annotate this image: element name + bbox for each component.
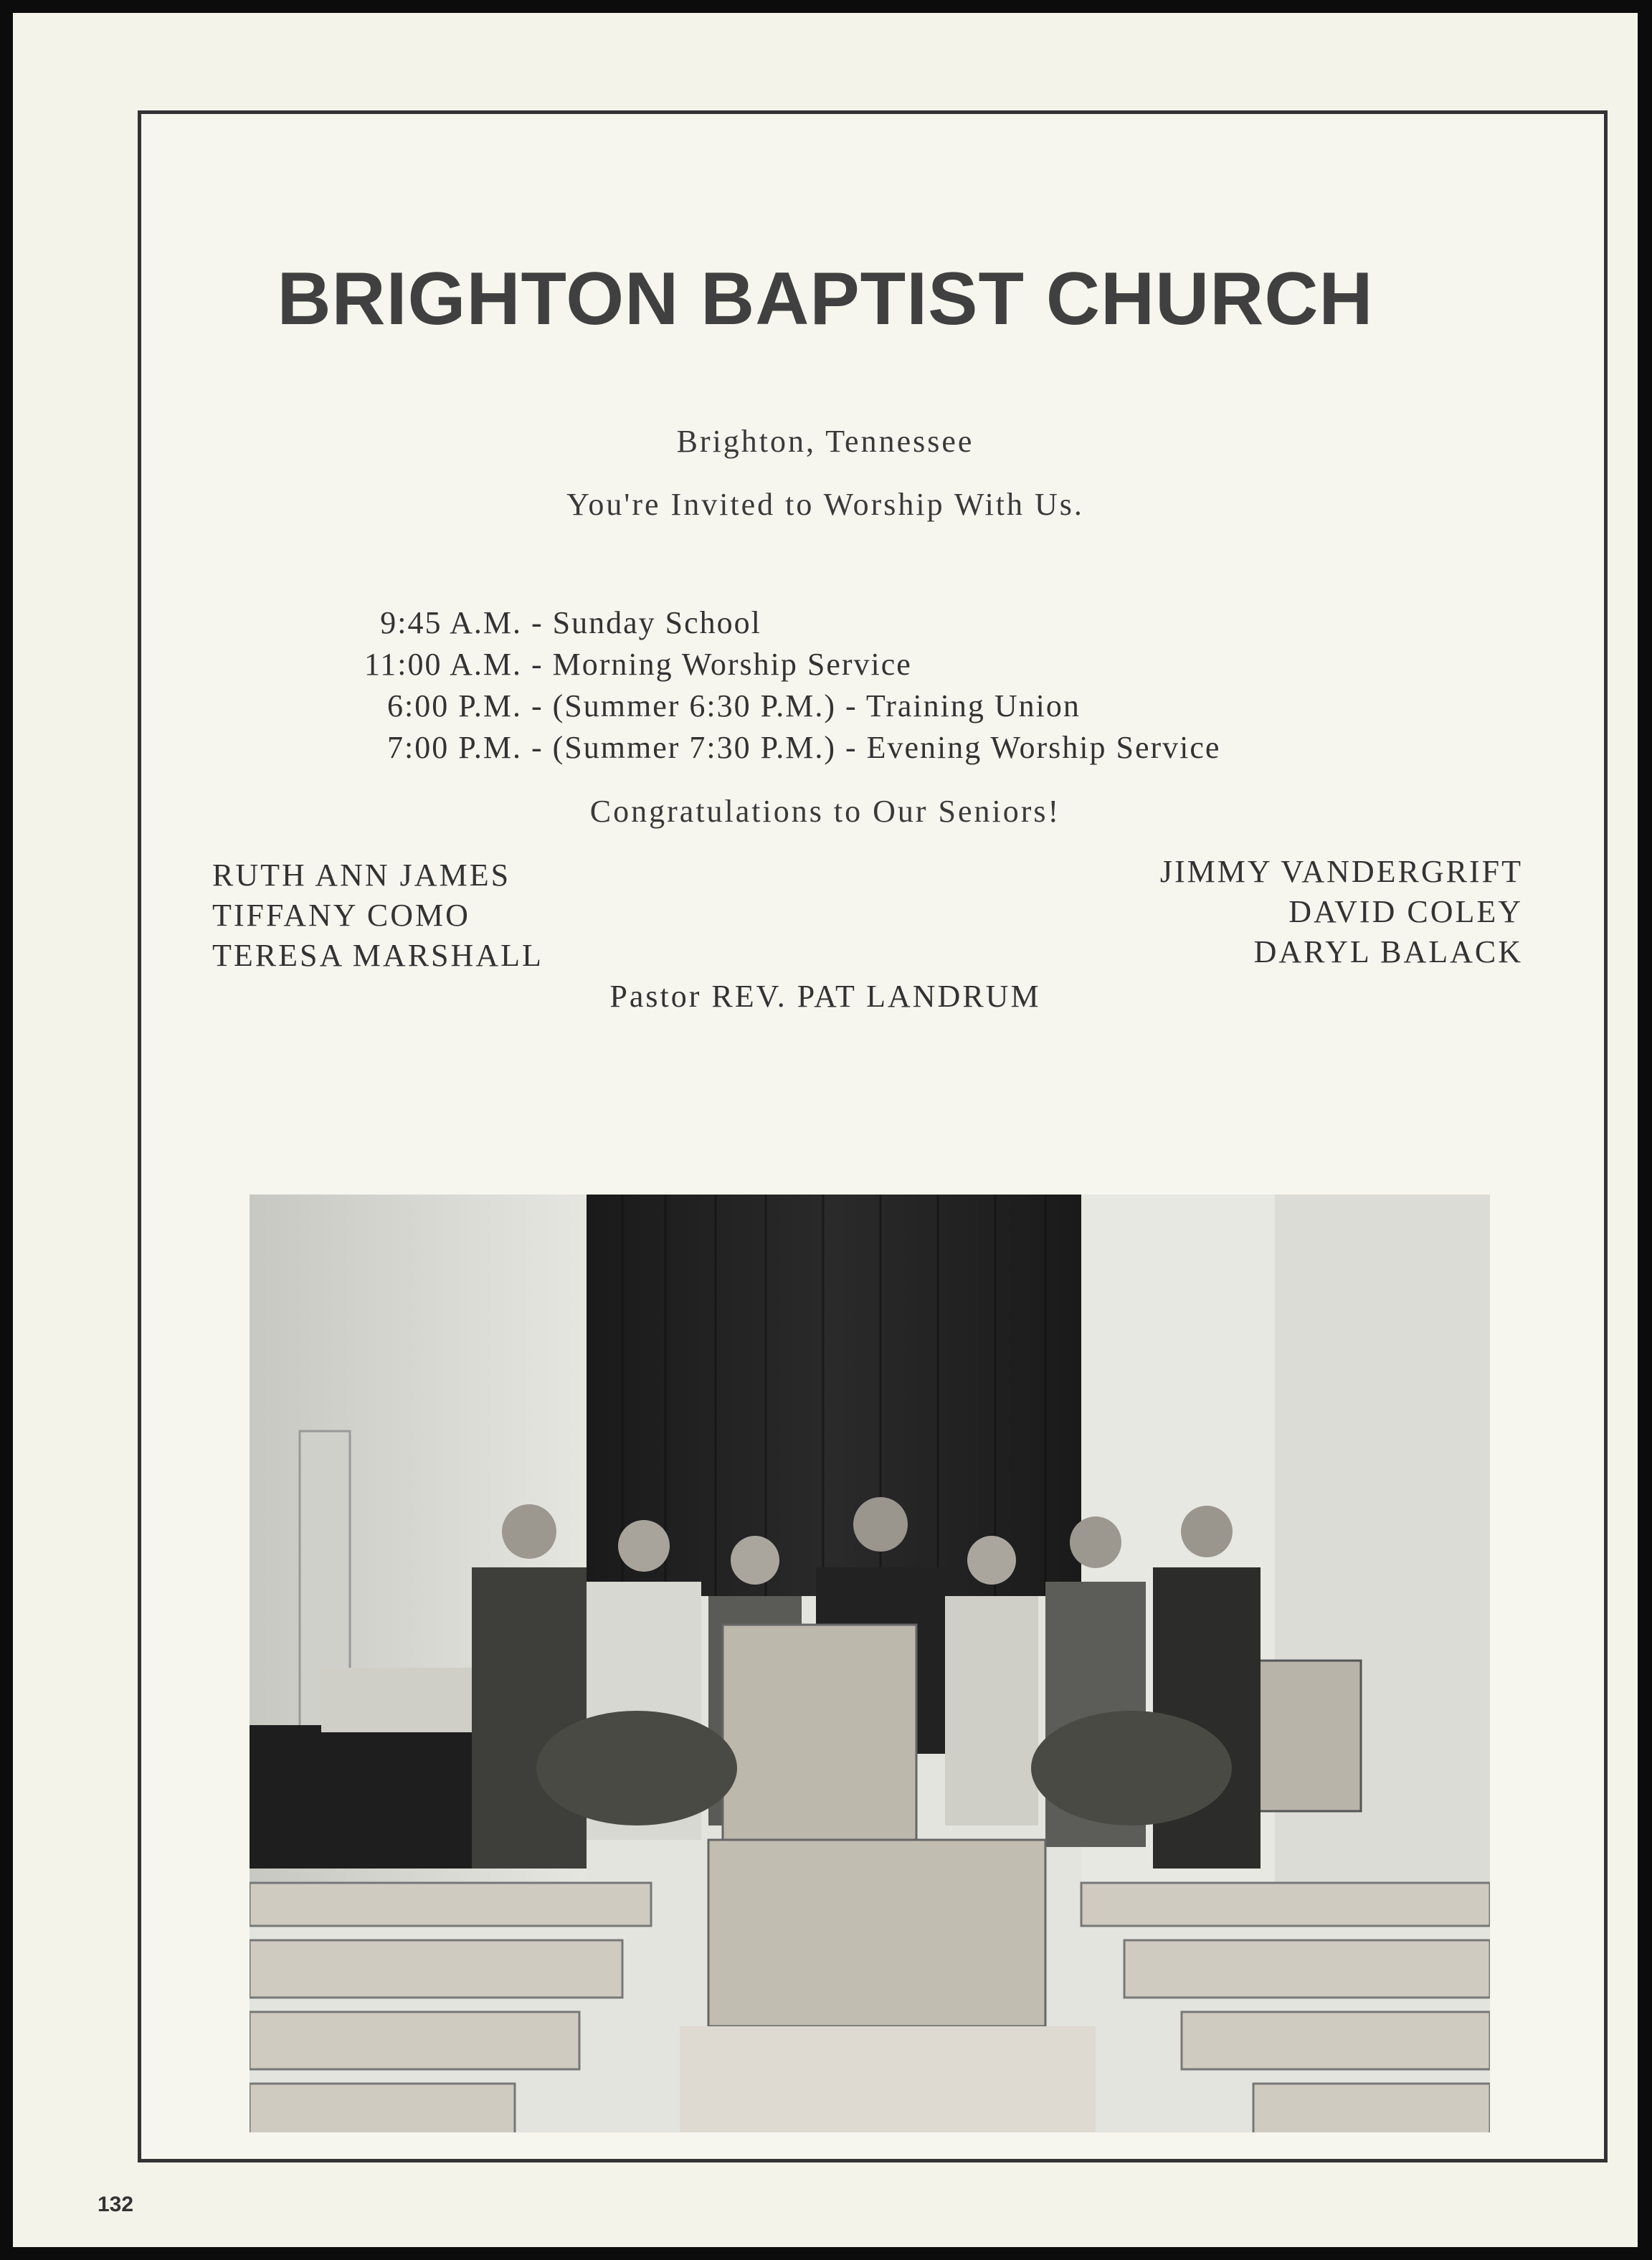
church-location: Brighton, Tennessee — [676, 424, 974, 459]
pastor-name: Pastor REV. PAT LANDRUM — [609, 979, 1041, 1014]
schedule-row — [285, 727, 1220, 769]
senior-name: DAVID COLEY — [1288, 894, 1523, 929]
schedule-desc: - Morning Worship Service — [522, 647, 912, 682]
page-number: 132 — [98, 2193, 134, 2216]
schedule-desc: - (Summer 7:30 P.M.) - Evening Worship Service — [522, 730, 1221, 765]
seniors-left-column — [212, 855, 543, 976]
schedule-desc: - Sunday School — [522, 605, 761, 640]
congratulations-line: Congratulations to Our Seniors! — [589, 794, 1061, 829]
schedule-time: 11:00 A.M. — [364, 647, 522, 682]
senior-name: DARYL BALACK — [1253, 934, 1523, 969]
schedule-desc: - (Summer 6:30 P.M.) - Training Union — [522, 688, 1081, 723]
senior-name: JIMMY VANDERGRIFT — [1159, 854, 1523, 889]
photo-illustration — [250, 1195, 1490, 2132]
church-title: BRIGHTON BAPTIST CHURCH — [277, 257, 1374, 341]
schedule-row — [285, 685, 1220, 727]
senior-name: TERESA MARSHALL — [212, 938, 543, 973]
schedule-time: 6:00 P.M. — [387, 688, 522, 723]
senior-name: RUTH ANN JAMES — [212, 858, 511, 893]
seniors-right-column — [1160, 852, 1523, 972]
service-schedule — [285, 602, 1220, 769]
schedule-time: 9:45 A.M. — [380, 605, 522, 640]
schedule-row — [285, 644, 1220, 685]
church-interior-photo — [250, 1195, 1490, 2132]
yearbook-page — [13, 13, 1638, 2247]
schedule-row — [285, 602, 1220, 644]
schedule-time: 7:00 P.M. — [387, 730, 522, 765]
senior-name: TIFFANY COMO — [212, 898, 470, 933]
worship-invitation: You're Invited to Worship With Us. — [566, 487, 1084, 522]
